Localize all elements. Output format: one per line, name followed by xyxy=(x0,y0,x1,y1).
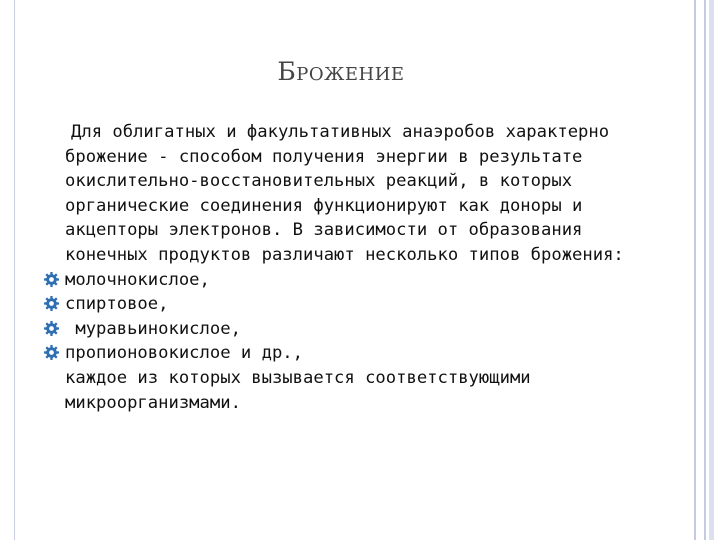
fermentation-types-list xyxy=(40,268,660,366)
intro-paragraph: Для облигатных и факультативных анаэробов характерно брожение - способом получения энергии в результате окислительно-восстановительных реакций, в которых органические соединения функционируют как доноры и акцепторы электронов. В зависимости от образования конечных продуктов различают несколько типов брожения: xyxy=(65,122,624,265)
list-item xyxy=(40,317,660,342)
list-item xyxy=(40,341,660,366)
right-border-stripe xyxy=(709,0,714,540)
list-item-label: муравьинокислое, xyxy=(65,318,241,339)
list-item-label: спиртовое, xyxy=(65,294,169,315)
slide-body xyxy=(40,120,660,415)
list-item-label: пропионовокислое и др., xyxy=(65,343,303,364)
right-border-line xyxy=(704,0,706,540)
gear-bullet-icon xyxy=(43,344,60,361)
list-item xyxy=(40,268,660,293)
gear-bullet-icon xyxy=(43,320,60,337)
slide-title-text: Брожение xyxy=(277,57,405,86)
list-item xyxy=(40,292,660,317)
outro-paragraph: каждое из которых вызывается соответствующими микроорганизмами. xyxy=(65,367,531,413)
gear-bullet-icon xyxy=(43,271,60,288)
gear-bullet-icon xyxy=(43,295,60,312)
list-item-label: молочнокислое, xyxy=(65,269,210,290)
right-border-bar xyxy=(694,0,720,540)
slide-title xyxy=(0,57,660,86)
